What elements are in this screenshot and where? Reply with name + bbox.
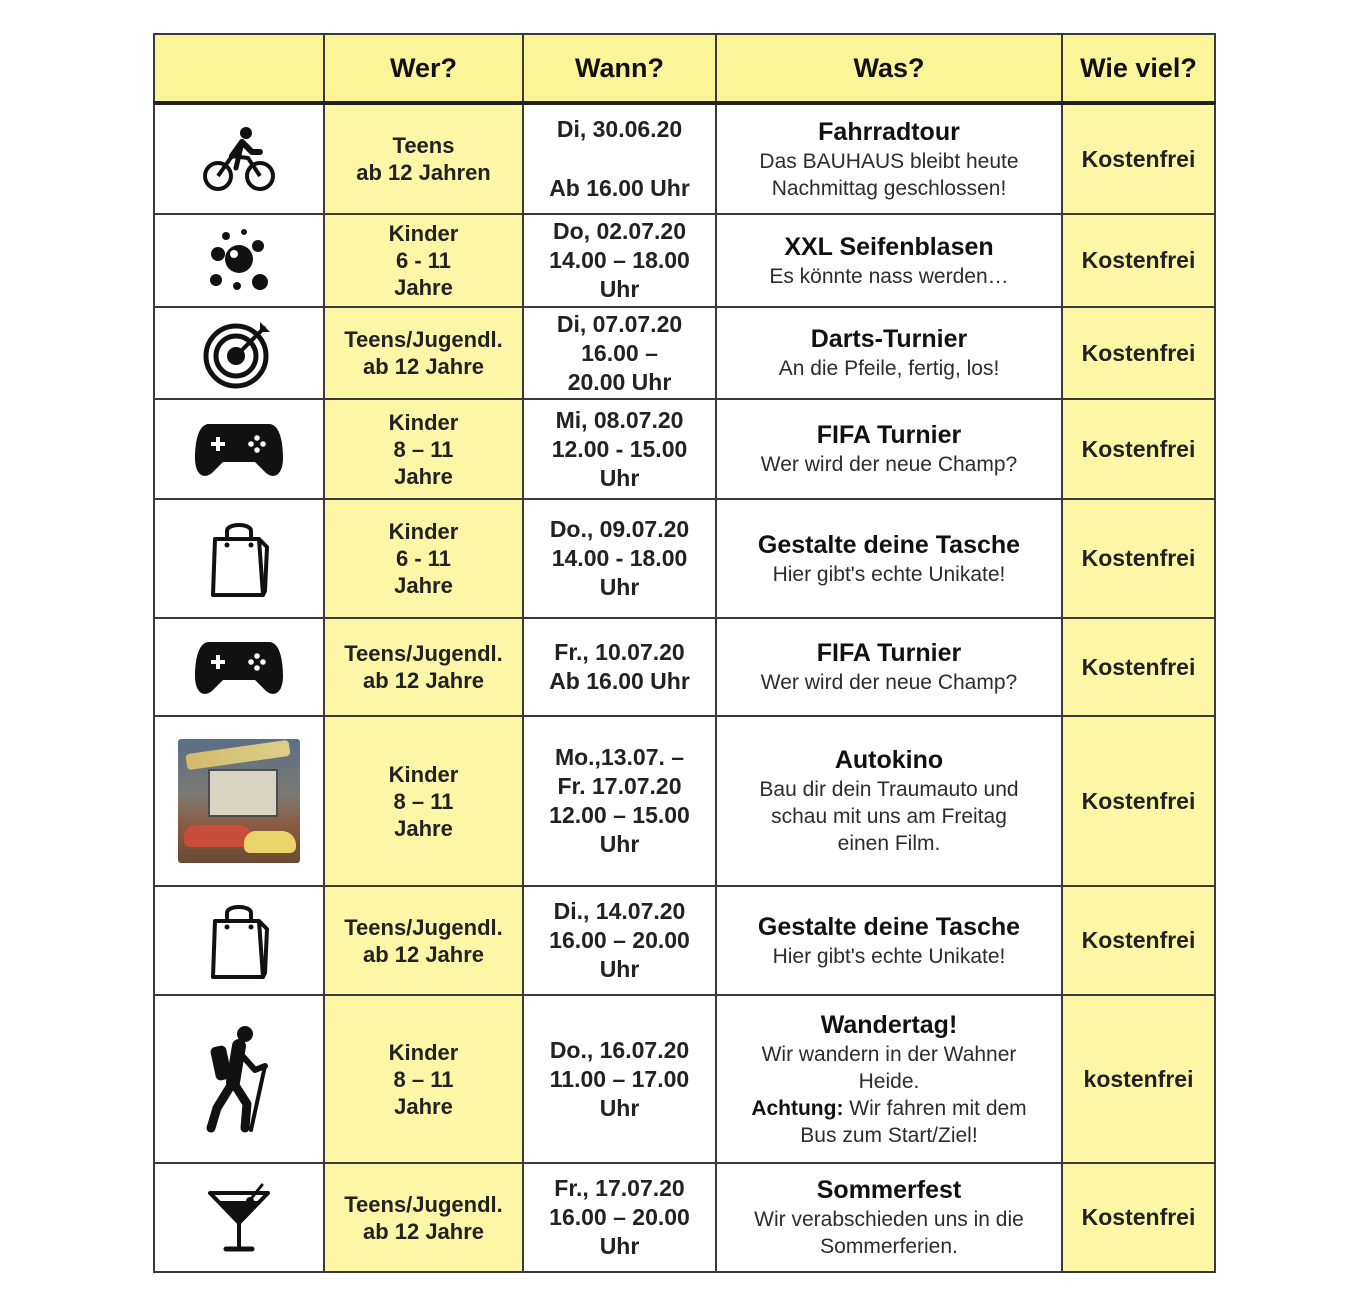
event-desc: Hier gibt's echte Unikate! xyxy=(772,562,1006,586)
wer-cell xyxy=(324,1163,523,1272)
wann-line: Mo.,13.07. – xyxy=(554,744,685,770)
event-title: Wandertag! xyxy=(820,1010,958,1039)
price-cell: Kostenfrei xyxy=(1062,307,1215,399)
event-title: FIFA Turnier xyxy=(816,421,962,449)
poster-screen xyxy=(208,769,278,817)
wann-line: Uhr xyxy=(599,464,640,491)
cocktail-icon xyxy=(206,1183,272,1253)
wann-line: 12.00 – 15.00 xyxy=(549,802,690,828)
icon-cell xyxy=(154,618,324,716)
wann-line: Uhr xyxy=(599,956,640,982)
price-cell: Kostenfrei xyxy=(1062,103,1215,214)
header-was: Was? xyxy=(716,34,1062,103)
shopping-bag-icon xyxy=(209,519,269,599)
table-row xyxy=(154,499,1215,618)
table-row xyxy=(154,1163,1215,1272)
event-desc: Es könnte nass werden… xyxy=(769,264,1009,288)
wer-cell xyxy=(324,214,523,307)
wer-cell xyxy=(324,103,523,214)
was-cell xyxy=(716,716,1062,886)
wer-line: Jahre xyxy=(394,815,453,841)
drive-in-poster-image xyxy=(178,739,300,863)
event-title: Sommerfest xyxy=(816,1176,962,1204)
header-wie-viel: Wie viel? xyxy=(1062,34,1215,103)
price-cell: Kostenfrei xyxy=(1062,716,1215,886)
wer-line: 6 - 11 xyxy=(395,248,452,273)
price-cell: Kostenfrei xyxy=(1062,618,1215,716)
wann-line: Uhr xyxy=(599,276,640,302)
note-label: Achtung: xyxy=(751,1096,844,1120)
wer-line: Jahre xyxy=(394,1093,453,1119)
event-title: Gestalte deine Tasche xyxy=(757,912,1021,941)
event-note: Bus zum Start/Ziel! xyxy=(800,1123,978,1147)
wann-cell xyxy=(523,214,716,307)
event-note xyxy=(721,1095,1057,1122)
shopping-bag-icon xyxy=(209,901,269,981)
icon-cell xyxy=(154,214,324,307)
hiker-icon xyxy=(203,1024,275,1134)
event-title: XXL Seifenblasen xyxy=(784,232,994,261)
wann-line: Mi, 08.07.20 xyxy=(555,406,684,433)
icon-cell xyxy=(154,1163,324,1272)
price-cell: Kostenfrei xyxy=(1062,499,1215,618)
wer-cell xyxy=(324,618,523,716)
event-title: Darts-Turnier xyxy=(810,325,968,353)
table-row xyxy=(154,307,1215,399)
wann-line: Uhr xyxy=(599,574,640,600)
wer-line: Teens/Jugendl. xyxy=(344,641,503,666)
wann-line: Fr., 17.07.20 xyxy=(554,1175,685,1201)
wer-line: Kinder xyxy=(388,1039,459,1065)
event-title: FIFA Turnier xyxy=(816,639,962,667)
wer-cell xyxy=(324,995,523,1163)
wann-cell xyxy=(523,995,716,1163)
wann-line: 14.00 – 18.00 xyxy=(549,247,690,273)
icon-cell xyxy=(154,399,324,499)
was-cell xyxy=(716,214,1062,307)
wer-line: 8 – 11 xyxy=(393,788,454,814)
table-row xyxy=(154,214,1215,307)
wer-line: ab 12 Jahren xyxy=(356,160,491,185)
wer-line: Teens xyxy=(392,133,455,158)
event-desc: Das BAUHAUS bleibt heute xyxy=(759,149,1019,173)
price-cell: kostenfrei xyxy=(1062,995,1215,1163)
wann-spacer xyxy=(528,144,711,174)
wer-line: ab 12 Jahre xyxy=(362,1218,485,1244)
wer-cell xyxy=(324,716,523,886)
wann-line: Di, 30.06.20 xyxy=(556,116,683,142)
icon-cell xyxy=(154,307,324,399)
event-desc: Wer wird der neue Champ? xyxy=(760,671,1018,694)
icon-cell xyxy=(154,716,324,886)
wann-line: 16.00 – 20.00 xyxy=(549,927,690,953)
wer-line: 8 – 11 xyxy=(393,1066,454,1092)
wer-line: Jahre xyxy=(394,463,453,489)
event-title: Autokino xyxy=(834,746,944,774)
wer-line: ab 12 Jahre xyxy=(362,941,485,967)
event-desc: Bau dir dein Traumauto und xyxy=(759,778,1019,801)
wer-line: Teens/Jugendl. xyxy=(344,1191,503,1217)
wann-line: Ab 16.00 Uhr xyxy=(549,175,690,201)
was-cell xyxy=(716,307,1062,399)
icon-cell xyxy=(154,995,324,1163)
wann-line: 16.00 – 20.00 xyxy=(549,1204,690,1230)
wann-line: 11.00 – 17.00 xyxy=(549,1065,690,1092)
was-cell xyxy=(716,399,1062,499)
wer-line: Teens/Jugendl. xyxy=(344,327,503,352)
table-row xyxy=(154,886,1215,995)
table-row xyxy=(154,618,1215,716)
header-row xyxy=(154,34,1215,103)
event-title: Fahrradtour xyxy=(818,117,960,146)
wann-line: Di., 14.07.20 xyxy=(553,898,686,924)
wann-line: Ab 16.00 Uhr xyxy=(549,668,690,694)
wer-line: ab 12 Jahre xyxy=(362,668,485,693)
price-cell: Kostenfrei xyxy=(1062,214,1215,307)
wer-cell xyxy=(324,499,523,618)
was-cell xyxy=(716,1163,1062,1272)
wann-line: Uhr xyxy=(599,1094,640,1121)
event-desc: einen Film. xyxy=(837,832,941,855)
wann-line: Uhr xyxy=(599,831,640,857)
soap-bubbles-icon xyxy=(204,226,274,296)
wer-line: 6 - 11 xyxy=(395,546,452,571)
wer-line: Kinder xyxy=(388,761,459,787)
event-desc: schau mit uns am Freitag xyxy=(771,805,1007,828)
event-title: Gestalte deine Tasche xyxy=(757,530,1021,559)
event-desc: Heide. xyxy=(858,1069,920,1093)
wann-line: Do., 09.07.20 xyxy=(549,516,690,542)
gamepad-icon xyxy=(195,418,283,480)
wann-cell xyxy=(523,716,716,886)
wann-cell xyxy=(523,1163,716,1272)
event-desc: An die Pfeile, fertig, los! xyxy=(778,357,1000,380)
wer-line: Kinder xyxy=(388,519,459,544)
wer-cell xyxy=(324,399,523,499)
wann-line: 16.00 – xyxy=(581,339,658,366)
wann-cell xyxy=(523,618,716,716)
wann-line: Uhr xyxy=(599,1233,640,1259)
wer-line: Teens/Jugendl. xyxy=(344,914,503,940)
was-cell xyxy=(716,499,1062,618)
event-desc: Hier gibt's echte Unikate! xyxy=(772,944,1006,968)
wann-line: Di, 07.07.20 xyxy=(556,310,683,337)
wer-line: Kinder xyxy=(388,221,459,246)
icon-cell xyxy=(154,103,324,214)
wann-line: 14.00 - 18.00 xyxy=(551,545,688,571)
was-cell xyxy=(716,886,1062,995)
wann-line: Do, 02.07.20 xyxy=(553,218,686,244)
wer-line: 8 – 11 xyxy=(393,436,454,462)
wann-line: 12.00 - 15.00 xyxy=(551,435,688,462)
wann-cell xyxy=(523,399,716,499)
wann-cell xyxy=(523,103,716,214)
event-desc: Nachmittag geschlossen! xyxy=(771,176,1007,200)
wer-line: Jahre xyxy=(394,573,453,598)
header-wer: Wer? xyxy=(324,34,523,103)
wer-line: ab 12 Jahre xyxy=(362,354,485,379)
table-row xyxy=(154,399,1215,499)
wann-cell xyxy=(523,307,716,399)
table-row xyxy=(154,995,1215,1163)
header-wann: Wann? xyxy=(523,34,716,103)
wann-line: Fr., 10.07.20 xyxy=(554,639,685,665)
price-cell: Kostenfrei xyxy=(1062,1163,1215,1272)
event-desc: Wer wird der neue Champ? xyxy=(760,453,1018,476)
wer-cell xyxy=(324,307,523,399)
gamepad-icon xyxy=(195,636,283,698)
price-cell: Kostenfrei xyxy=(1062,886,1215,995)
icon-cell xyxy=(154,886,324,995)
poster-title-banner xyxy=(185,740,290,770)
event-desc: Wir wandern in der Wahner xyxy=(761,1042,1017,1066)
wer-cell xyxy=(324,886,523,995)
wann-cell xyxy=(523,886,716,995)
note-text: Wir fahren mit dem xyxy=(843,1096,1027,1120)
was-cell xyxy=(716,995,1062,1163)
event-desc: Wir verabschieden uns in die xyxy=(754,1208,1024,1231)
wer-line: Jahre xyxy=(394,275,453,300)
table-row xyxy=(154,103,1215,214)
price-cell: Kostenfrei xyxy=(1062,399,1215,499)
wann-line: Fr. 17.07.20 xyxy=(557,773,682,799)
dart-target-icon xyxy=(202,316,276,390)
header-icon-cell xyxy=(154,34,324,103)
schedule-table xyxy=(153,33,1216,1273)
wann-line: 20.00 Uhr xyxy=(567,368,672,395)
icon-cell xyxy=(154,499,324,618)
was-cell xyxy=(716,103,1062,214)
wann-line: Do., 16.07.20 xyxy=(549,1036,690,1063)
event-desc: Sommerferien. xyxy=(820,1235,958,1258)
wer-line: Kinder xyxy=(388,409,459,435)
bicycle-icon xyxy=(202,124,276,194)
wann-cell xyxy=(523,499,716,618)
was-cell xyxy=(716,618,1062,716)
table-row xyxy=(154,716,1215,886)
poster-car-yellow xyxy=(244,831,296,853)
